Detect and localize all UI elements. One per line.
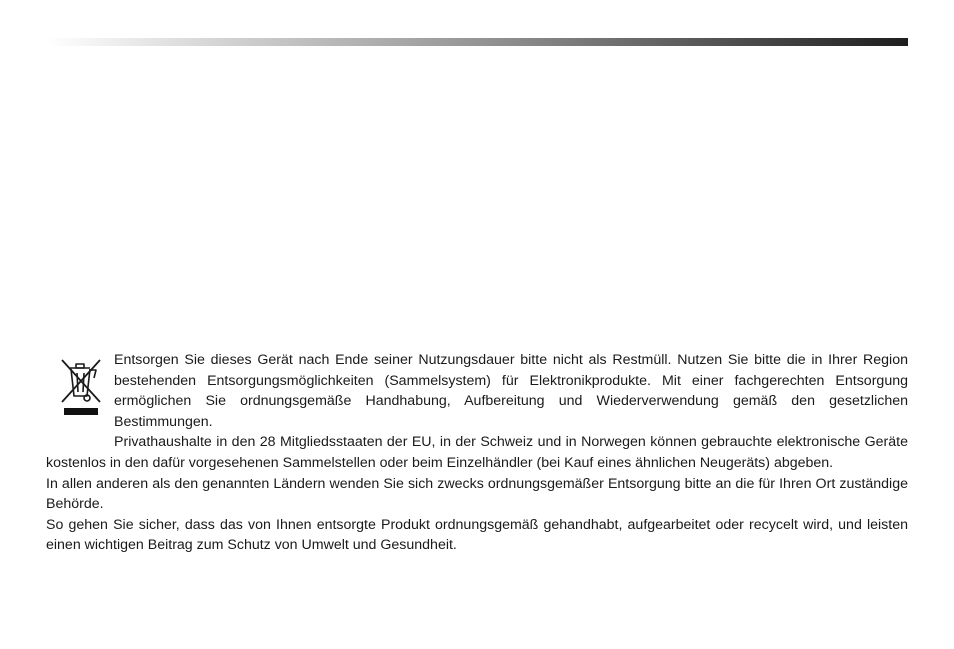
disposal-paragraph-3: In allen anderen als den genannten Ländern wenden Sie sich zwecks ordnungsgemäßer Entsorgung bitte an die für Ihren Ort zuständige Behörde.	[46, 475, 908, 513]
disposal-notice	[46, 350, 908, 556]
disposal-paragraph-1: Entsorgen Sie dieses Gerät nach Ende seiner Nutzungsdauer bitte nicht als Restmüll. Nutzen Sie bitte die in Ihrer Region bestehenden Entsorgungsmöglichkeiten (Sammelsystem) für Elektronikprodukte. Mit einer fachgerechten Entsorgung ermöglichen Sie ordnungsgemäße Handhabung, Aufbereitung und Wiederverwendung gemäß den gesetzlichen Bestimmungen.	[114, 352, 908, 430]
disposal-paragraph-4: So gehen Sie sicher, dass das von Ihnen entsorgte Produkt ordnungsgemäß gehandhabt, aufgearbeitet oder recycelt wird, und leisten einen wichtigen Beitrag zum Schutz von Umwelt und Gesundheit.	[46, 516, 908, 554]
header-gradient-rule	[46, 38, 908, 46]
disposal-paragraph-2: Privathaushalte in den 28 Mitgliedsstaaten der EU, in der Schweiz und in Norwegen können gebrauchte elektronische Geräte kostenlos in den dafür vorgesehenen Sammelstellen oder beim Einzelhändler (bei Kauf eines ähnlichen Neugeräts) abgeben.	[46, 434, 908, 471]
